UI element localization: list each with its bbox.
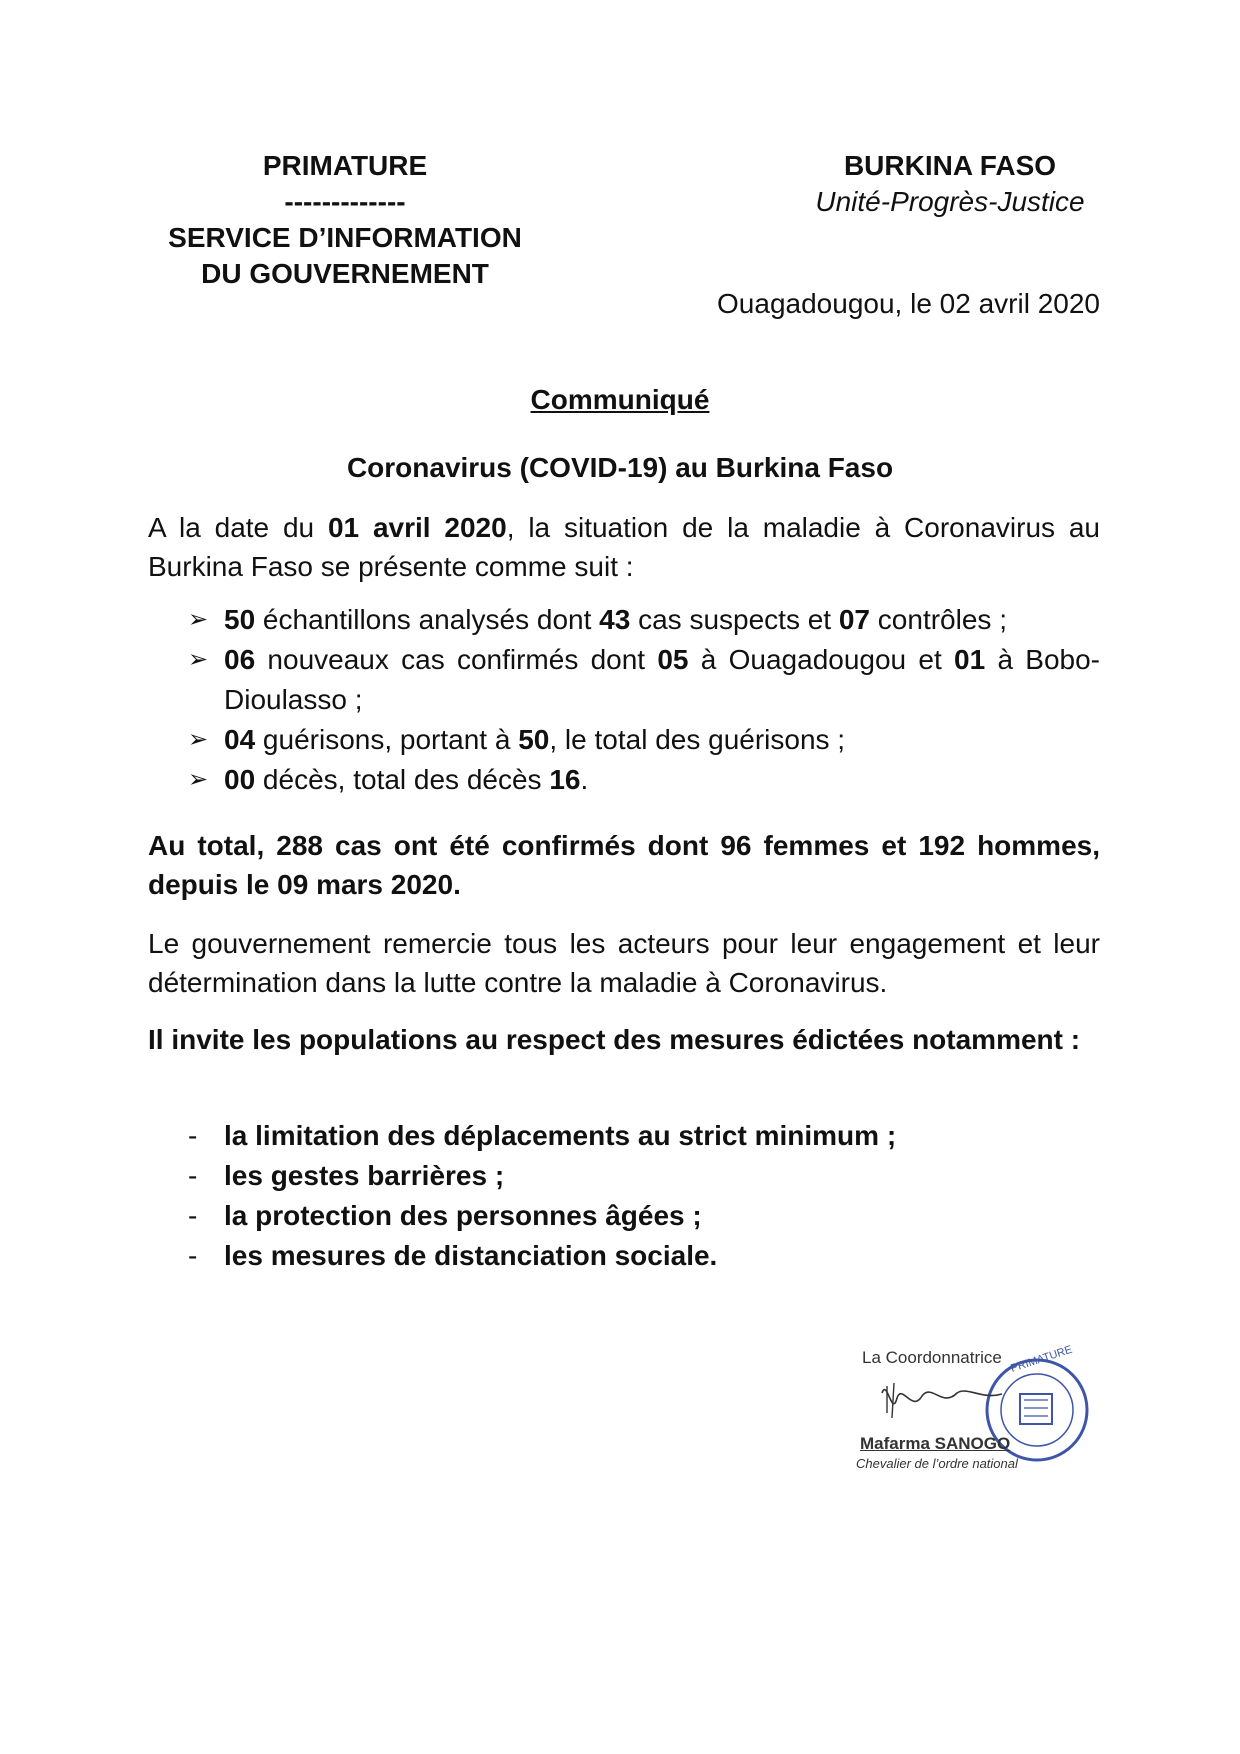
intro-pre: A la date du xyxy=(148,512,328,543)
signatory-title: Chevalier de l’ordre national xyxy=(856,1456,1018,1471)
list-item xyxy=(148,600,1100,640)
situation-list xyxy=(148,600,1100,800)
bullet-number: 43 xyxy=(599,604,631,635)
measures-list xyxy=(148,1116,1100,1276)
bullet-text: décès, total des décès xyxy=(255,764,550,795)
bullet-text: contrôles ; xyxy=(870,604,1007,635)
list-item xyxy=(148,760,1100,800)
bullet-text: échantillons analysés dont xyxy=(255,604,600,635)
bullet-text: . xyxy=(580,764,589,795)
bullet-number: 16 xyxy=(549,764,581,795)
issuer-line-gouvernement: DU GOUVERNEMENT xyxy=(201,258,489,289)
bullet-number: 50 xyxy=(224,604,256,635)
measure-text: la protection des personnes âgées ; xyxy=(224,1200,702,1231)
issuer-header xyxy=(145,148,545,292)
invite-paragraph: Il invite les populations au respect des mesures édictées notamment : xyxy=(148,1024,1081,1055)
list-item xyxy=(148,1156,1100,1196)
bullet-text: nouveaux cas confirmés dont xyxy=(255,644,658,675)
list-item xyxy=(148,1116,1100,1156)
signatory-name: Mafarma SANOGO xyxy=(860,1434,1011,1453)
intro-post: , la situation de la maladie à Coronavirus au Burkina Faso se présente comme suit : xyxy=(148,512,1101,582)
dash-bullet-icon: - xyxy=(188,1240,198,1271)
country-header xyxy=(790,148,1110,220)
arrow-bullet-icon: ➢ xyxy=(188,726,209,753)
issuer-line-primature: PRIMATURE xyxy=(262,150,428,181)
bullet-text: cas suspects et xyxy=(630,604,839,635)
intro-date: 01 avril 2020 xyxy=(327,512,507,543)
dash-bullet-icon: - xyxy=(188,1200,198,1231)
document-title: Communiqué xyxy=(530,384,710,415)
list-item xyxy=(148,1196,1100,1236)
intro-paragraph xyxy=(148,508,1100,586)
issuer-separator: ------------- xyxy=(284,186,406,217)
measure-text: la limitation des déplacements au strict minimum ; xyxy=(224,1120,897,1151)
bullet-number: 00 xyxy=(224,764,256,795)
svg-text:PRIMATURE: PRIMATURE xyxy=(1009,1343,1074,1375)
list-item xyxy=(148,720,1100,760)
list-item xyxy=(148,1236,1100,1276)
arrow-bullet-icon: ➢ xyxy=(188,766,209,793)
total-summary: Au total, 288 cas ont été confirmés dont 96 femmes et 192 hommes, depuis le 09 mars 2020. xyxy=(148,830,1100,900)
country-motto: Unité-Progrès-Justice xyxy=(815,186,1085,217)
bullet-number: 05 xyxy=(657,644,689,675)
measure-text: les mesures de distanciation sociale. xyxy=(224,1240,718,1271)
dash-bullet-icon: - xyxy=(188,1120,198,1151)
bullet-number: 04 xyxy=(224,724,256,755)
bullet-number: 50 xyxy=(518,724,550,755)
document-subtitle: Coronavirus (COVID-19) au Burkina Faso xyxy=(346,452,894,483)
country-name: BURKINA FASO xyxy=(843,150,1057,181)
bullet-text: guérisons, portant à xyxy=(255,724,519,755)
bullet-number: 06 xyxy=(224,644,256,675)
thanks-paragraph: Le gouvernement remercie tous les acteurs pour leur engagement et leur détermination dans la lutte contre la maladie à Coronavirus. xyxy=(148,928,1100,998)
signature-block xyxy=(842,1338,1092,1488)
bullet-number: 01 xyxy=(954,644,986,675)
bullet-text: à Bobo-Dioulasso ; xyxy=(224,644,1100,715)
arrow-bullet-icon: ➢ xyxy=(188,606,209,633)
bullet-text: , le total des guérisons ; xyxy=(549,724,846,755)
list-item xyxy=(148,640,1100,720)
arrow-bullet-icon: ➢ xyxy=(188,646,209,673)
dash-bullet-icon: - xyxy=(188,1160,198,1191)
bullet-number: 07 xyxy=(838,604,871,635)
place-date: Ouagadougou, le 02 avril 2020 xyxy=(717,288,1100,319)
bullet-text: à Ouagadougou et xyxy=(688,644,955,675)
issuer-line-service: SERVICE D’INFORMATION xyxy=(168,222,522,253)
signatory-role: La Coordonnatrice xyxy=(862,1348,1002,1367)
measure-text: les gestes barrières ; xyxy=(224,1160,505,1191)
